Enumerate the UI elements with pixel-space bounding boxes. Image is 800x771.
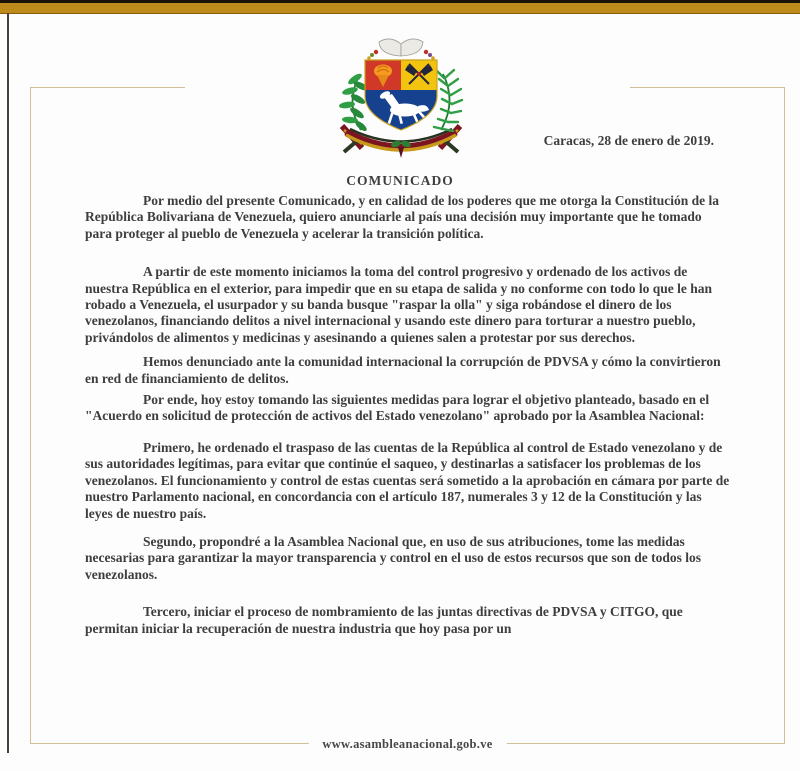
paragraph-denuncia-pdvsa: Hemos denunciado ante la comunidad internacional la corrupción de PDVSA y cómo la convirtieron en red de financiamiento de delitos. <box>85 354 721 386</box>
date-line: Caracas, 28 de enero de 2019. <box>543 133 714 148</box>
top-border-gold <box>0 3 800 14</box>
venezuela-coat-of-arms-icon <box>328 34 474 160</box>
paragraph-intro: Por medio del presente Comunicado, y en calidad de los poderes que me otorga la Constitución de la República Bolivariana de Venezuela, quiero anunciarle al país una decisión muy importante que he tomado para proteger al pueblo de Venezuela y acelerar la transición política. <box>85 193 720 241</box>
footer-url: www.asambleanacional.gob.ve <box>308 737 506 752</box>
palm-branch-right <box>434 70 462 131</box>
paragraph-medidas: Por ende, hoy estoy tomando las siguientes medidas para lograr el objetivo planteado, basado en el "Acuerdo en solicitud de protección de activos del Estado venezolano" aprobado por la Asamblea Nacional: <box>85 392 710 424</box>
paragraph-segundo: Segundo, propondré a la Asamblea Nacional que, en uso de sus atribuciones, tome las medidas necesarias para garantizar la mayor transparencia y control en el uso de estos recursos que son de todos los venezolanos. <box>85 533 701 582</box>
document-title: COMUNICADO <box>346 173 454 188</box>
document-body <box>85 193 732 637</box>
ribbon-swag <box>342 126 460 158</box>
paragraph-control-activos: A partir de este momento iniciamos la toma del control progresivo y ordenado de los activos de nuestra República en el exterior, para impedir que en su etapa de salida y no conforme con todo lo que le han robado a Venezuela, el usurpador y su banda busque "raspar la olla" y siga robándose el dinero de los venezolanos, financiando delitos a nivel internacional y usando este dinero para torturar a nuestro pueblo, privándolos de alimentos y medicinas y asesinando a quienes salen a protestar por sus derechos. <box>85 264 713 345</box>
shield <box>365 60 437 140</box>
cornucopias <box>367 39 435 60</box>
paragraph-tercero: Tercero, iniciar el proceso de nombramiento de las juntas directivas de PDVSA y CITGO, que permitan iniciar la recuperación de nuestra industria que hoy pasa por un <box>85 604 683 636</box>
paragraph-primero: Primero, he ordenado el traspaso de las cuentas de la República al control de Estado venezolano y de sus autoridades legítimas, para evitar que continúe el saqueo, y destinarlas a satisfacer los problemas de los venezolanos. El funcionamiento y control de estas cuentas será sometido a la aprobación en cámara por parte de nuestro Parlamento nacional, en concordancia con el artículo 187, numerales 3 y 12 de la Constitución y las leyes de nuestro país. <box>85 439 730 521</box>
left-edge-line <box>7 13 9 753</box>
